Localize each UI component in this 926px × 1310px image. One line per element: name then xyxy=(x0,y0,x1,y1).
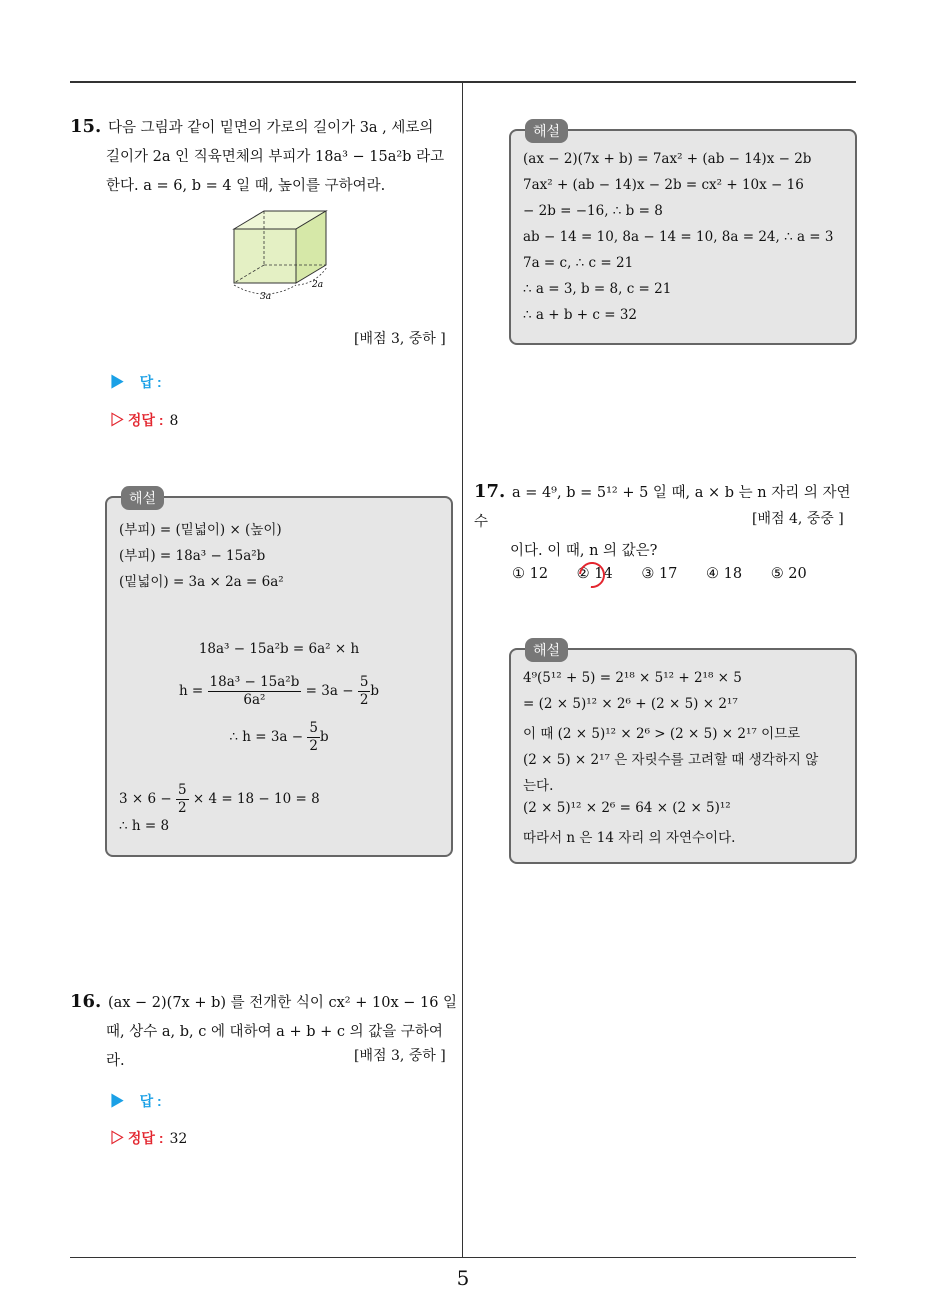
figure-label-depth: 2a xyxy=(312,280,324,290)
top-rule xyxy=(70,81,856,83)
answer-row xyxy=(110,1091,162,1111)
choice-item[interactable]: ② 14 xyxy=(576,566,613,582)
question-text-line: 길이가 2a 인 직육면체의 부피가 18a³ − 15a²b 라고 xyxy=(106,149,445,165)
score-meta: [배점 4, 중중 ] xyxy=(752,511,844,527)
fraction: $\frac{5}{2}$ xyxy=(177,782,187,816)
solution-equation: ∴ h = 3a − $\frac{5}{2}$ b xyxy=(229,720,329,754)
solution-line: (부피) = (밑넓이) × (높이) xyxy=(119,522,282,538)
choice-item[interactable]: ① 12 xyxy=(512,566,549,582)
question-text-line: a = 4⁹, b = 5¹² + 5 일 때, a × b 는 n 자리 의 자연수 xyxy=(474,485,851,530)
question-text-line: 한다. a = 6, b = 4 일 때, 높이를 구하여라. xyxy=(106,178,386,194)
outline-arrow-icon: ▷ xyxy=(110,1130,124,1146)
solution-equation: 3 × 6 − $\frac{5}{2}$ × 4 = 18 − 10 = 8 xyxy=(119,782,320,816)
correct-label: 정답 : xyxy=(127,1130,164,1146)
solution-line: 이 때 (2 × 5)¹² × 2⁶ > (2 × 5) × 2¹⁷ 이므로 xyxy=(523,726,801,742)
correct-value: 32 xyxy=(169,1131,188,1147)
solution-line: (ax − 2)(7x + b) = 7ax² + (ab − 14)x − 2b xyxy=(523,151,812,167)
outline-arrow-icon: ▷ xyxy=(110,412,124,428)
play-arrow-icon: ▶ xyxy=(110,1093,124,1109)
solution-line: 7ax² + (ab − 14)x − 2b = cx² + 10x − 16 xyxy=(523,177,804,193)
figure-label-width: 3a xyxy=(260,292,272,302)
answer-label: 답 : xyxy=(139,374,162,390)
solution-line: − 2b = −16, ∴ b = 8 xyxy=(523,203,663,219)
play-arrow-icon: ▶ xyxy=(110,374,124,390)
correct-answer-row xyxy=(110,410,178,430)
answer-label: 답 : xyxy=(139,1093,162,1109)
solution-line: 7a = c, ∴ c = 21 xyxy=(523,255,634,271)
question-text-line: (ax − 2)(7x + b) 를 전개한 식이 cx² + 10x − 16 일 xyxy=(107,995,458,1011)
column-divider xyxy=(462,82,463,1258)
page-number: 5 xyxy=(456,1266,470,1290)
solution-line: (2 × 5)¹² × 2⁶ = 64 × (2 × 5)¹² xyxy=(523,800,731,816)
question-15 xyxy=(70,112,460,201)
solution-tab: 해설 xyxy=(525,119,568,143)
score-meta: [배점 3, 중하 ] xyxy=(354,1048,446,1064)
question-number: 17. xyxy=(474,481,506,502)
cuboid-figure xyxy=(228,207,338,303)
solution-line: 는다. xyxy=(523,778,554,794)
solution-equation: h = $\frac{\text{18a³ − 15a²b}}{\text{6a²}}$ = 3a − $\frac{5}{2}$ b xyxy=(178,674,380,708)
correct-label: 정답 : xyxy=(127,412,164,428)
fraction: $\frac{5}{2}$ xyxy=(309,720,318,754)
bottom-rule xyxy=(70,1257,856,1258)
solution-line: ∴ h = 8 xyxy=(119,818,170,834)
choice-item[interactable]: ⑤ 20 xyxy=(770,566,807,582)
question-text-line: 이다. 이 때, n 의 값은? xyxy=(510,543,658,559)
choice-item[interactable]: ③ 17 xyxy=(641,566,678,582)
solution-line: ∴ a + b + c = 32 xyxy=(523,307,637,323)
solution-line: (부피) = 18a³ − 15a²b xyxy=(119,548,266,564)
question-number: 16. xyxy=(70,991,102,1012)
solution-box-17 xyxy=(509,642,857,864)
correct-answer-row xyxy=(110,1128,187,1148)
answer-row xyxy=(110,372,162,392)
question-text-line: 때, 상수 a, b, c 에 대하여 a + b + c 의 값을 구하여라. xyxy=(106,1024,443,1069)
solution-line: 따라서 n 은 14 자리 의 자연수이다. xyxy=(523,830,736,846)
solution-tab: 해설 xyxy=(121,486,164,510)
fraction: $\frac{\text{18a³ − 15a²b}}{\text{6a²}}$ xyxy=(209,674,300,708)
solution-line: = (2 × 5)¹² × 2⁶ + (2 × 5) × 2¹⁷ xyxy=(523,696,738,712)
solution-box-16 xyxy=(509,123,857,345)
question-text-line: 다음 그림과 같이 밑면의 가로의 길이가 3a , 세로의 xyxy=(107,120,434,136)
question-number: 15. xyxy=(70,116,102,137)
solution-line: ab − 14 = 10, 8a − 14 = 10, 8a = 24, ∴ a = 3 xyxy=(523,229,834,245)
solution-line: (2 × 5) × 2¹⁷ 은 자릿수를 고려할 때 생각하지 않 xyxy=(523,752,819,768)
score-meta: [배점 3, 중하 ] xyxy=(354,331,446,347)
choice-list xyxy=(512,566,831,582)
fraction: $\frac{5}{2}$ xyxy=(359,674,369,708)
solution-line: (밑넓이) = 3a × 2a = 6a² xyxy=(119,574,284,590)
solution-tab: 해설 xyxy=(525,638,568,662)
solution-line: ∴ a = 3, b = 8, c = 21 xyxy=(523,281,672,297)
solution-equation: 18a³ − 15a²b = 6a² × h xyxy=(198,641,360,657)
choice-item[interactable]: ④ 18 xyxy=(706,566,743,582)
solution-box-15 xyxy=(105,490,453,857)
correct-value: 8 xyxy=(169,413,179,429)
solution-line: 4⁹(5¹² + 5) = 2¹⁸ × 5¹² + 2¹⁸ × 5 xyxy=(523,670,742,686)
